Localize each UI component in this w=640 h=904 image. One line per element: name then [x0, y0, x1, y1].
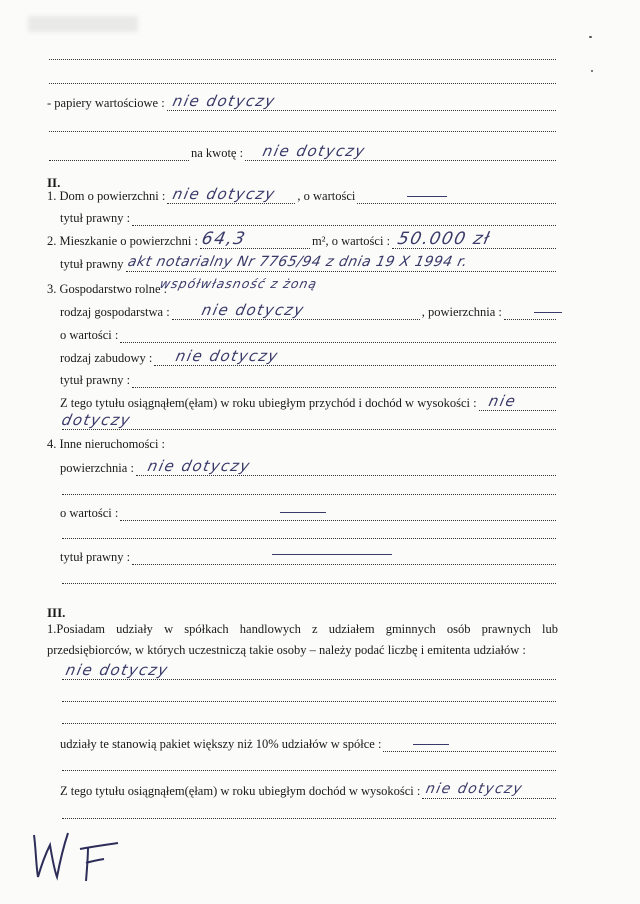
faded-stamp [28, 16, 138, 32]
blank-line [60, 807, 558, 819]
blank-line [47, 72, 558, 84]
na-kwote-handwritten: nie dotyczy [261, 142, 368, 160]
inne-wartosc-row [60, 505, 558, 521]
mieszkanie-area-handwritten: 64,3 [199, 229, 248, 249]
na-kwote-row [47, 142, 558, 161]
handwritten-dash [413, 744, 449, 746]
gospodarstwo-tytul-row [60, 372, 558, 388]
blank-line [60, 483, 558, 495]
udzialy-handwritten: nie dotyczy [64, 661, 171, 679]
mieszkanie-tytul-handwritten: akt notarialny Nr 7765/94 z dnia 19 X 1994 r. [125, 254, 469, 270]
blank-line [60, 572, 558, 584]
mieszkanie-row [47, 229, 558, 249]
gospodarstwo-wartosc-label: o wartości : [60, 328, 119, 342]
blank-line [60, 712, 558, 724]
dom-tytul-label: tytuł prawny : [60, 211, 131, 225]
inne-pow-handwritten: nie dotyczy [146, 457, 253, 475]
zabudowa-handwritten: nie dotyczy [174, 347, 281, 365]
inne-label: 4. Inne nieruchomości : [47, 437, 166, 451]
gospodarstwo-row [47, 276, 558, 297]
gospodarstwo-dochod-row [60, 392, 558, 411]
handwritten-dash [272, 554, 392, 556]
mieszkanie-unit-label: m², o wartości : [312, 234, 391, 248]
dom-tytul-row [60, 210, 558, 226]
gospodarstwo-tytul-label: tytuł prawny : [60, 373, 131, 387]
zabudowa-label: rodzaj zabudowy : [60, 351, 153, 365]
inne-tytul-label: tytuł prawny : [60, 550, 131, 564]
gospodarstwo-dochod-label: Z tego tytułu osiągnąłem(ęłam) w roku ubiegłym przychód i dochód w wysokości : [60, 396, 477, 410]
section-3-header: III. [47, 605, 66, 620]
blank-line [60, 527, 558, 539]
dom-label: 1. Dom o powierzchni : [47, 189, 166, 203]
udzialy-dochod-label: Z tego tytułu osiągnąłem(ęłam) w roku ubiegłym dochód w wysokości : [60, 784, 421, 798]
inne-pow-row [60, 457, 558, 476]
inne-wartosc-label: o wartości : [60, 506, 119, 520]
mieszkanie-value-handwritten: 50.000 zł [395, 229, 493, 249]
rodzaj-gospodarstwa-row [60, 301, 558, 320]
blank-line [47, 48, 558, 60]
inne-tytul-row [60, 549, 558, 565]
wspolwlasnosc-handwritten: współwłasność z żoną [158, 276, 319, 291]
handwritten-dash [534, 312, 562, 314]
scan-speck [591, 70, 593, 72]
dom-handwritten: nie dotyczy [171, 185, 278, 203]
blank-line [60, 690, 558, 702]
dom-row [47, 185, 558, 204]
zabudowa-row [60, 347, 558, 366]
inne-pow-label: powierzchnia : [60, 461, 134, 475]
gospodarstwo-pow-label: , powierzchnia : [421, 305, 502, 319]
pakiet-row [60, 736, 558, 752]
udzialy-paragraph: 1.Posiadam udziały w spółkach handlowych z udziałem gminnych osób prawnych lub przedsiębiorców, w których uczestniczą takie osoby – należy podać liczbę i emitenta udziałów : [47, 622, 558, 657]
udzialy-dochod-row [60, 783, 558, 799]
blank-line [60, 759, 558, 771]
scan-speck [589, 36, 592, 38]
handwritten-dash [280, 512, 326, 514]
section-2-header: II. [47, 175, 61, 190]
pakiet-label: udziały te stanowią pakiet większy niż 10% udziałów w spółce : [60, 737, 382, 751]
mieszkanie-tytul-label: tytuł prawny [60, 257, 124, 271]
dom-wartosc-label: , o wartości [297, 189, 356, 203]
gospodarstwo-wartosc-row [60, 327, 558, 343]
papiery-label: - papiery wartościowe : [47, 96, 165, 110]
signature-image [26, 825, 126, 885]
inne-row [47, 436, 558, 452]
udzialy-value-row [60, 661, 558, 680]
handwritten-dash [407, 196, 447, 198]
gospodarstwo-dochod-handwritten-b: dotyczy [60, 411, 133, 429]
blank-line [47, 120, 558, 132]
mieszkanie-tytul-row [60, 256, 558, 272]
na-kwote-label: na kwotę : [191, 146, 244, 160]
gospodarstwo-dochod-handwritten-a: nie [486, 392, 518, 410]
rodzaj-gospodarstwa-label: rodzaj gospodarstwa : [60, 305, 170, 319]
papiery-handwritten: nie dotyczy [170, 92, 278, 110]
udzialy-dochod-handwritten: nie dotyczy [424, 781, 525, 797]
mieszkanie-label: 2. Mieszkanie o powierzchni : [47, 234, 198, 248]
papiery-row [47, 92, 558, 111]
gospodarstwo-dochod-cont-row [60, 411, 558, 430]
rodzaj-gospodarstwa-handwritten: nie dotyczy [199, 301, 307, 319]
gospodarstwo-label: 3. Gospodarstwo rolne : [47, 282, 168, 296]
